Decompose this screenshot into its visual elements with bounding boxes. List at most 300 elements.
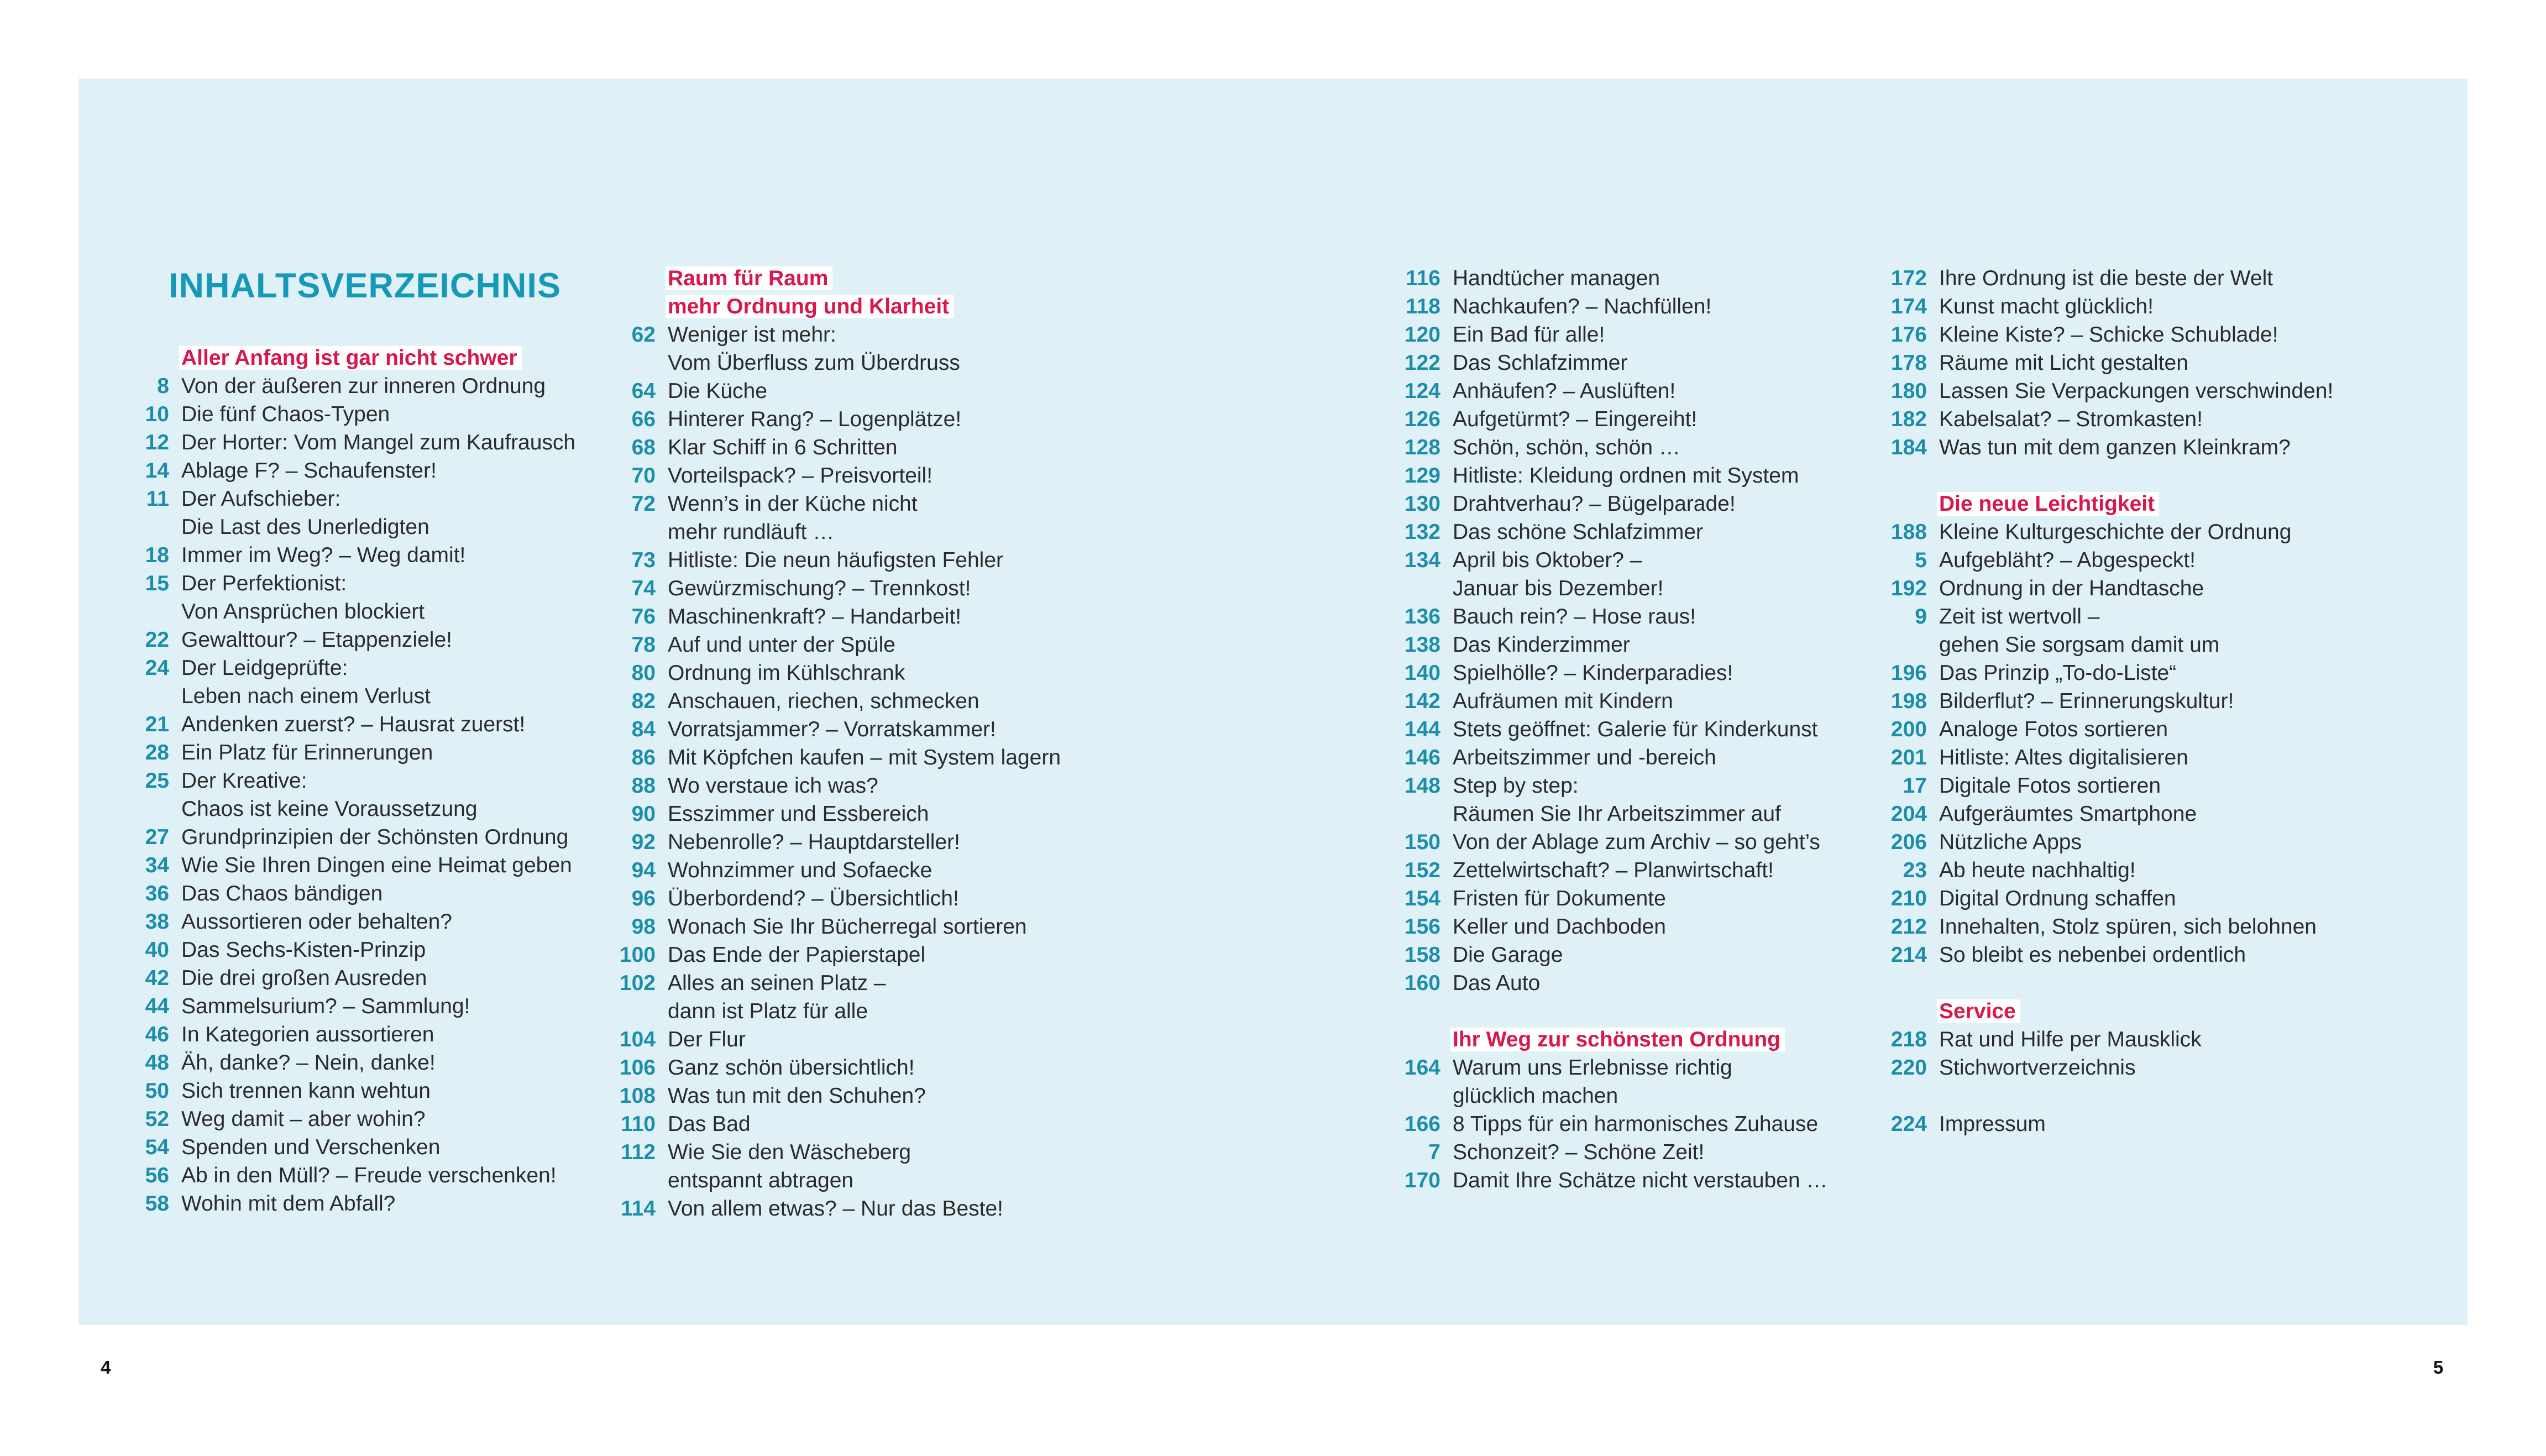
- toc-entry-page-number: 64: [631, 379, 656, 403]
- toc-entry-title-line: Wonach Sie Ihr Bücherregal sortieren: [668, 915, 1027, 939]
- toc-entry-title-line: Kleine Kulturgeschichte der Ordnung: [1939, 520, 2292, 544]
- toc-entry-title-line: Immer im Weg? – Weg damit!: [181, 543, 466, 567]
- toc-entry-title: [668, 1110, 751, 1138]
- toc-entry-page-number: 82: [631, 689, 656, 713]
- toc-entry: [122, 541, 619, 569]
- toc-entry-title-line: Ab heute nachhaltig!: [1939, 858, 2136, 882]
- toc-entry-title-line: Vom Überfluss zum Überdruss: [668, 351, 960, 375]
- toc-entry-title: [1939, 377, 2333, 405]
- toc-entry-title-line: Hitliste: Kleidung ordnen mit System: [1453, 464, 1799, 488]
- toc-entry-title: [181, 964, 427, 992]
- toc-entry-page-number: 220: [1890, 1056, 1927, 1080]
- toc-entry-title-line: Das Kinderzimmer: [1453, 633, 1630, 657]
- toc-entry: [1879, 405, 2377, 433]
- toc-section-heading: [1450, 1025, 1890, 1054]
- toc-entry-page-number: 118: [1406, 295, 1440, 318]
- toc-spacer: [1393, 997, 1890, 1025]
- toc-entry-page-number: 98: [631, 915, 656, 939]
- toc-entry-title-line: Stets geöffnet: Galerie für Kinderkunst: [1453, 717, 1818, 741]
- toc-entry-page-number: 148: [1404, 774, 1440, 798]
- toc-entry-title: [181, 1049, 436, 1077]
- toc-entry: [1393, 490, 1890, 518]
- toc-entry-title: [1453, 603, 1696, 631]
- toc-column-1: [122, 344, 619, 1218]
- toc-entry-title: [668, 687, 979, 715]
- toc-entry-title-line: Step by step:: [1453, 774, 1579, 798]
- toc-entry-title-line: Die fünf Chaos-Typen: [181, 402, 390, 426]
- toc-entry-page-number: 106: [619, 1056, 656, 1080]
- toc-entry-page-number: 132: [1404, 520, 1440, 544]
- toc-entry-title: [1453, 321, 1605, 349]
- toc-entry-page-number: 78: [631, 633, 656, 657]
- toc-entry-title-line: Aufgebläht? – Abgespeckt!: [1939, 548, 2196, 572]
- toc-entry-title-line: Räumen Sie Ihr Arbeitszimmer auf: [1453, 802, 1781, 826]
- toc-entry-page-number: 10: [145, 402, 169, 426]
- toc-entry-title: [668, 884, 959, 913]
- toc-entry-title: [1453, 377, 1675, 405]
- section-heading-text: mehr Ordnung und Klarheit: [666, 295, 954, 318]
- toc-entry-title: [668, 574, 971, 603]
- toc-entry: [1393, 715, 1890, 743]
- toc-entry-title-line: Von allem etwas? – Nur das Beste!: [668, 1197, 1003, 1221]
- toc-entry: [1393, 377, 1890, 405]
- toc-entry-page-number: 129: [1404, 464, 1440, 488]
- toc-entry: [1393, 518, 1890, 546]
- toc-entry-title: [1939, 715, 2168, 743]
- toc-entry-title-line: Innehalten, Stolz spüren, sich belohnen: [1939, 915, 2317, 939]
- toc-entry: [122, 1020, 619, 1049]
- toc-entry-title: [1453, 1110, 1818, 1138]
- toc-entry-title-line: Kleine Kiste? – Schicke Schublade!: [1939, 323, 2278, 347]
- toc-entry-title-line: glücklich machen: [1453, 1084, 1618, 1108]
- toc-entry-title-line: Zettelwirtschaft? – Planwirtschaft!: [1453, 858, 1774, 882]
- toc-entry-title: [1453, 969, 1540, 997]
- toc-entry-title: [1939, 603, 2219, 659]
- toc-entry-title: [181, 1077, 431, 1105]
- toc-entry-title-line: Der Leidgeprüfte:: [181, 656, 348, 680]
- toc-entry-title-line: Wo verstaue ich was?: [668, 774, 878, 798]
- toc-entry-page-number: 180: [1890, 379, 1927, 403]
- toc-entry: [608, 377, 1106, 405]
- toc-entry-page-number: 174: [1890, 295, 1927, 318]
- toc-entry: [1393, 631, 1890, 659]
- toc-entry-title-line: Aufgetürmt? – Eingereiht!: [1453, 407, 1698, 431]
- toc-entry-title: [1939, 1054, 2135, 1082]
- toc-entry-page-number: 34: [145, 853, 169, 877]
- toc-entry-page-number: 36: [145, 882, 169, 905]
- toc-section-heading: [1937, 490, 2377, 518]
- toc-entry: [122, 400, 619, 428]
- toc-entry-title-line: Keller und Dachboden: [1453, 915, 1666, 939]
- toc-entry-title-line: Wenn’s in der Küche nicht: [668, 492, 918, 516]
- toc-entry-title-line: Nützliche Apps: [1939, 830, 2082, 854]
- toc-entry: [1879, 941, 2377, 969]
- toc-entry: [122, 710, 619, 739]
- toc-entry: [1393, 405, 1890, 433]
- toc-entry: [608, 603, 1106, 631]
- toc-entry: [122, 936, 619, 964]
- toc-entry-title-line: Von Ansprüchen blockiert: [181, 600, 425, 624]
- toc-entry-title: [1939, 433, 2291, 462]
- toc-entry-title: [668, 828, 960, 856]
- toc-entry-title-line: Das Chaos bändigen: [181, 882, 383, 905]
- toc-entry-page-number: 24: [145, 656, 169, 680]
- toc-entry-title-line: Nachkaufen? – Nachfüllen!: [1453, 295, 1712, 318]
- toc-entry-title-line: Ab in den Müll? – Freude verschenken!: [181, 1164, 557, 1187]
- toc-entry-title: [1939, 1110, 2046, 1138]
- toc-entry-page-number: 27: [145, 825, 169, 849]
- toc-entry-page-number: 201: [1890, 746, 1927, 769]
- toc-entry-title-line: Hitliste: Altes digitalisieren: [1939, 746, 2188, 769]
- toc-entry-title-line: gehen Sie sorgsam damit um: [1939, 633, 2220, 657]
- toc-entry-page-number: 52: [145, 1107, 169, 1131]
- toc-entry-page-number: 11: [146, 487, 169, 511]
- toc-entry-title: [181, 767, 478, 823]
- toc-entry-title-line: Was tun mit den Schuhen?: [668, 1084, 926, 1108]
- page-number-right: 5: [2433, 1357, 2444, 1378]
- toc-entry-title-line: Drahtverhau? – Bügelparade!: [1453, 492, 1736, 516]
- toc-entry-title-line: Digitale Fotos sortieren: [1939, 774, 2161, 798]
- toc-entry: [122, 823, 619, 851]
- toc-entry-title-line: April bis Oktober? –: [1453, 548, 1642, 572]
- toc-entry-page-number: 184: [1890, 436, 1927, 459]
- toc-entry-page-number: 14: [145, 459, 169, 483]
- toc-entry-page-number: 25: [145, 769, 169, 793]
- toc-entry: [122, 879, 619, 908]
- toc-entry-title: [1453, 546, 1664, 603]
- toc-entry-page-number: 100: [619, 943, 656, 967]
- toc-entry: [1879, 913, 2377, 941]
- toc-entry-page-number: 140: [1404, 661, 1440, 685]
- toc-entry-page-number: 38: [145, 910, 169, 934]
- toc-entry-page-number: 128: [1404, 436, 1440, 459]
- toc-entry-title-line: Ordnung in der Handtasche: [1939, 577, 2204, 600]
- toc-entry-title: [181, 1190, 395, 1218]
- toc-column-3: [1393, 264, 1890, 1195]
- toc-entry-page-number: 12: [145, 431, 169, 454]
- toc-entry: [608, 884, 1106, 913]
- toc-entry-page-number: 130: [1404, 492, 1440, 516]
- toc-entry-title-line: Von der äußeren zur inneren Ordnung: [181, 374, 546, 398]
- toc-entry-page-number: 17: [1903, 774, 1927, 798]
- toc-entry-title: [181, 992, 470, 1020]
- toc-entry-title-line: Die Last des Unerledigten: [181, 515, 429, 539]
- toc-entry-title-line: dann ist Platz für alle: [668, 999, 868, 1023]
- toc-entry-page-number: 42: [145, 966, 169, 990]
- toc-entry-title: [668, 1082, 926, 1110]
- toc-entry-page-number: 7: [1428, 1140, 1440, 1164]
- toc-entry-title-line: Alles an seinen Platz –: [668, 971, 886, 995]
- section-heading-text: Raum für Raum: [666, 266, 832, 290]
- toc-entry: [122, 964, 619, 992]
- toc-entry-page-number: 122: [1404, 351, 1440, 375]
- toc-entry-title-line: Arbeitszimmer und -bereich: [1453, 746, 1716, 769]
- toc-entry-title: [668, 772, 878, 800]
- toc-entry: [1879, 772, 2377, 800]
- toc-entry: [1879, 546, 2377, 574]
- toc-entry-title-line: Vorteilspack? – Preisvorteil!: [668, 464, 933, 488]
- toc-entry-title: [181, 569, 425, 626]
- toc-entry-title: [668, 546, 1003, 574]
- toc-entry-title: [668, 433, 897, 462]
- toc-entry-title-line: Vorratsjammer? – Vorratskammer!: [668, 717, 996, 741]
- toc-entry-page-number: 56: [145, 1164, 169, 1187]
- toc-entry: [1393, 321, 1890, 349]
- toc-entry-title-line: Das schöne Schlafzimmer: [1453, 520, 1703, 544]
- toc-entry-title-line: Anschauen, riechen, schmecken: [668, 689, 979, 713]
- toc-entry-page-number: 212: [1890, 915, 1927, 939]
- toc-entry-page-number: 70: [631, 464, 656, 488]
- toc-section-heading: [666, 264, 1106, 292]
- toc-column-4: [1879, 264, 2377, 1138]
- toc-entry: [1879, 433, 2377, 462]
- toc-entry-page-number: 152: [1404, 858, 1440, 882]
- toc-entry: [1393, 913, 1890, 941]
- toc-entry: [122, 1133, 619, 1161]
- toc-entry-title-line: Kunst macht glücklich!: [1939, 295, 2154, 318]
- toc-entry: [122, 457, 619, 485]
- toc-entry: [608, 772, 1106, 800]
- toc-entry-page-number: 94: [631, 858, 656, 882]
- toc-entry: [122, 1190, 619, 1218]
- toc-entry-title-line: Handtücher managen: [1453, 266, 1660, 290]
- toc-entry-page-number: 116: [1406, 266, 1440, 290]
- toc-section-heading: [666, 292, 1106, 321]
- toc-entry-title-line: Ablage F? – Schaufenster!: [181, 459, 437, 483]
- toc-entry-page-number: 134: [1404, 548, 1440, 572]
- toc-entry-page-number: 84: [631, 717, 656, 741]
- toc-entry-title-line: Wie Sie Ihren Dingen eine Heimat geben: [181, 853, 572, 877]
- toc-spacer: [1879, 969, 2377, 997]
- toc-entry-page-number: 112: [621, 1140, 656, 1164]
- toc-entry-page-number: 86: [631, 746, 656, 769]
- toc-entry-title: [181, 372, 546, 400]
- toc-entry-title-line: Leben nach einem Verlust: [181, 684, 431, 708]
- toc-entry-page-number: 124: [1404, 379, 1440, 403]
- toc-entry-title-line: Bilderflut? – Erinnerungskultur!: [1939, 689, 2234, 713]
- toc-entry-title-line: Die Küche: [668, 379, 767, 403]
- toc-spacer: [1879, 1082, 2377, 1110]
- toc-entry-title: [181, 428, 575, 457]
- toc-entry-title: [668, 631, 895, 659]
- toc-entry-title: [1453, 1166, 1827, 1195]
- toc-entry: [1393, 969, 1890, 997]
- toc-entry-title: [1453, 405, 1697, 433]
- toc-entry-page-number: 200: [1890, 717, 1927, 741]
- toc-entry: [122, 908, 619, 936]
- toc-entry: [608, 743, 1106, 772]
- toc-entry-title: [1453, 518, 1703, 546]
- toc-entry: [1393, 1138, 1890, 1166]
- toc-entry-title-line: Äh, danke? – Nein, danke!: [181, 1051, 436, 1075]
- toc-entry-title: [668, 800, 929, 828]
- toc-entry-page-number: 176: [1890, 323, 1927, 347]
- toc-entry-title: [1939, 518, 2291, 546]
- toc-entry: [608, 321, 1106, 377]
- toc-entry-title: [1453, 631, 1630, 659]
- toc-entry-page-number: 76: [631, 605, 656, 629]
- toc-entry-page-number: 166: [1404, 1112, 1440, 1136]
- toc-section-heading: [1937, 997, 2377, 1025]
- toc-entry: [122, 626, 619, 654]
- toc-entry-title-line: Gewalttour? – Etappenziele!: [181, 628, 452, 652]
- toc-entry-title: [1453, 743, 1716, 772]
- toc-entry-page-number: 54: [145, 1135, 169, 1159]
- toc-entry-title-line: Wohnzimmer und Sofaecke: [668, 858, 933, 882]
- toc-entry: [1879, 800, 2377, 828]
- toc-entry: [122, 569, 619, 626]
- toc-entry: [1879, 715, 2377, 743]
- toc-entry-title: [1939, 349, 2188, 377]
- toc-entry-page-number: 164: [1404, 1056, 1440, 1080]
- toc-entry-page-number: 154: [1404, 887, 1440, 910]
- toc-entry: [122, 428, 619, 457]
- toc-entry-title: [1939, 884, 2176, 913]
- toc-entry-title-line: Die Garage: [1453, 943, 1563, 967]
- toc-entry: [122, 372, 619, 400]
- toc-entry-title: [668, 969, 886, 1025]
- toc-entry-page-number: 72: [631, 492, 656, 516]
- toc-entry-page-number: 160: [1404, 971, 1440, 995]
- toc-entry: [1393, 603, 1890, 631]
- toc-entry-page-number: 102: [619, 971, 656, 995]
- toc-entry-title: [181, 626, 452, 654]
- toc-entry-page-number: 8: [157, 374, 169, 398]
- toc-entry-title-line: entspannt abtragen: [668, 1169, 854, 1192]
- toc-entry-title-line: Das Prinzip „To-do-Liste“: [1939, 661, 2177, 685]
- toc-entry-title: [668, 321, 960, 377]
- toc-entry-title-line: Ganz schön übersichtlich!: [668, 1056, 915, 1080]
- toc-entry: [122, 1049, 619, 1077]
- section-heading-text: Aller Anfang ist gar nicht schwer: [179, 346, 522, 370]
- toc-entry-title-line: Der Kreative:: [181, 769, 307, 793]
- toc-entry: [1393, 462, 1890, 490]
- toc-entry-page-number: 80: [631, 661, 656, 685]
- toc-entry-title-line: Was tun mit dem ganzen Kleinkram?: [1939, 436, 2291, 459]
- toc-entry-title: [668, 405, 961, 433]
- toc-entry: [122, 1105, 619, 1133]
- toc-entry: [608, 1082, 1106, 1110]
- toc-entry-title: [1453, 349, 1627, 377]
- toc-entry-title-line: Wohin mit dem Abfall?: [181, 1192, 396, 1216]
- toc-entry-page-number: 90: [631, 802, 656, 826]
- toc-entry-title-line: Analoge Fotos sortieren: [1939, 717, 2168, 741]
- toc-entry-page-number: 218: [1890, 1028, 1927, 1051]
- toc-entry-title-line: Stichwortverzeichnis: [1939, 1056, 2136, 1080]
- toc-entry-title-line: In Kategorien aussortieren: [181, 1023, 434, 1046]
- toc-entry-title-line: Esszimmer und Essbereich: [668, 802, 929, 826]
- toc-entry-page-number: 178: [1890, 351, 1927, 375]
- toc-entry-title: [181, 1105, 426, 1133]
- toc-entry-title: [668, 1195, 1003, 1223]
- toc-entry-title: [1939, 772, 2161, 800]
- toc-entry-title: [181, 710, 525, 739]
- toc-entry-title-line: Damit Ihre Schätze nicht verstauben …: [1453, 1169, 1828, 1192]
- toc-entry-title-line: Gewürzmischung? – Trennkost!: [668, 577, 971, 600]
- toc-entry-title-line: Spielhölle? – Kinderparadies!: [1453, 661, 1733, 685]
- toc-entry: [608, 1025, 1106, 1054]
- toc-entry-title: [181, 400, 390, 428]
- toc-entry-title-line: Januar bis Dezember!: [1453, 577, 1664, 600]
- toc-entry-page-number: 62: [631, 323, 656, 347]
- toc-entry-page-number: 15: [145, 572, 169, 595]
- toc-entry: [1879, 349, 2377, 377]
- toc-entry-title: [668, 1054, 915, 1082]
- toc-entry: [1393, 1166, 1890, 1195]
- toc-entry-page-number: 108: [619, 1084, 656, 1108]
- toc-entry-page-number: 138: [1404, 633, 1440, 657]
- toc-entry-title: [181, 541, 465, 569]
- toc-entry-title: [668, 462, 933, 490]
- toc-entry-page-number: 126: [1404, 407, 1440, 431]
- toc-entry: [122, 1077, 619, 1105]
- toc-entry-page-number: 170: [1404, 1169, 1440, 1192]
- toc-entry-title: [181, 1161, 557, 1190]
- toc-entry-title-line: Der Perfektionist:: [181, 572, 347, 595]
- toc-entry-title-line: Grundprinzipien der Schönsten Ordnung: [181, 825, 569, 849]
- toc-entry-title: [668, 715, 996, 743]
- toc-entry-title: [1453, 687, 1673, 715]
- toc-entry: [608, 1138, 1106, 1195]
- toc-entry-title: [1453, 828, 1820, 856]
- toc-entry: [1879, 1054, 2377, 1082]
- toc-entry-title: [181, 654, 431, 710]
- toc-entry: [608, 800, 1106, 828]
- toc-entry: [1879, 828, 2377, 856]
- toc-entry-title: [1939, 828, 2082, 856]
- toc-entry: [1879, 264, 2377, 292]
- toc-entry-page-number: 172: [1890, 266, 1927, 290]
- toc-entry: [1393, 1110, 1890, 1138]
- toc-entry-title: [668, 856, 932, 884]
- toc-entry: [122, 1161, 619, 1190]
- toc-entry: [1393, 292, 1890, 321]
- toc-entry: [608, 687, 1106, 715]
- toc-entry-title: [1939, 405, 2203, 433]
- toc-entry-title-line: Bauch rein? – Hose raus!: [1453, 605, 1696, 629]
- toc-entry-title: [1939, 264, 2273, 292]
- toc-entry: [1393, 687, 1890, 715]
- toc-entry-title: [181, 485, 429, 541]
- toc-entry-page-number: 18: [145, 543, 169, 567]
- toc-entry-page-number: 22: [145, 628, 169, 652]
- toc-entry: [608, 969, 1106, 1025]
- toc-entry-title-line: Schonzeit? – Schöne Zeit!: [1453, 1140, 1705, 1164]
- toc-entry-title: [668, 743, 1061, 772]
- toc-entry: [122, 992, 619, 1020]
- toc-entry-page-number: 156: [1404, 915, 1440, 939]
- toc-entry-title: [668, 913, 1027, 941]
- toc-entry: [608, 490, 1106, 546]
- toc-entry: [1393, 743, 1890, 772]
- toc-entry-title-line: Impressum: [1939, 1112, 2046, 1136]
- toc-entry-title-line: Digital Ordnung schaffen: [1939, 887, 2176, 910]
- toc-entry-page-number: 136: [1404, 605, 1440, 629]
- toc-entry-title: [1939, 800, 2197, 828]
- toc-entry-title: [668, 377, 767, 405]
- section-heading-text: Die neue Leichtigkeit: [1937, 492, 2159, 516]
- toc-entry-title-line: Der Flur: [668, 1028, 746, 1051]
- toc-entry: [1393, 941, 1890, 969]
- toc-entry-page-number: 73: [631, 548, 656, 572]
- toc-entry-title-line: Hinterer Rang? – Logenplätze!: [668, 407, 962, 431]
- toc-entry-title: [181, 457, 437, 485]
- toc-entry: [1393, 884, 1890, 913]
- toc-entry: [1393, 659, 1890, 687]
- toc-entry-title: [1939, 1025, 2202, 1054]
- toc-entry-title-line: Schön, schön, schön …: [1453, 436, 1680, 459]
- toc-entry-title: [1939, 941, 2246, 969]
